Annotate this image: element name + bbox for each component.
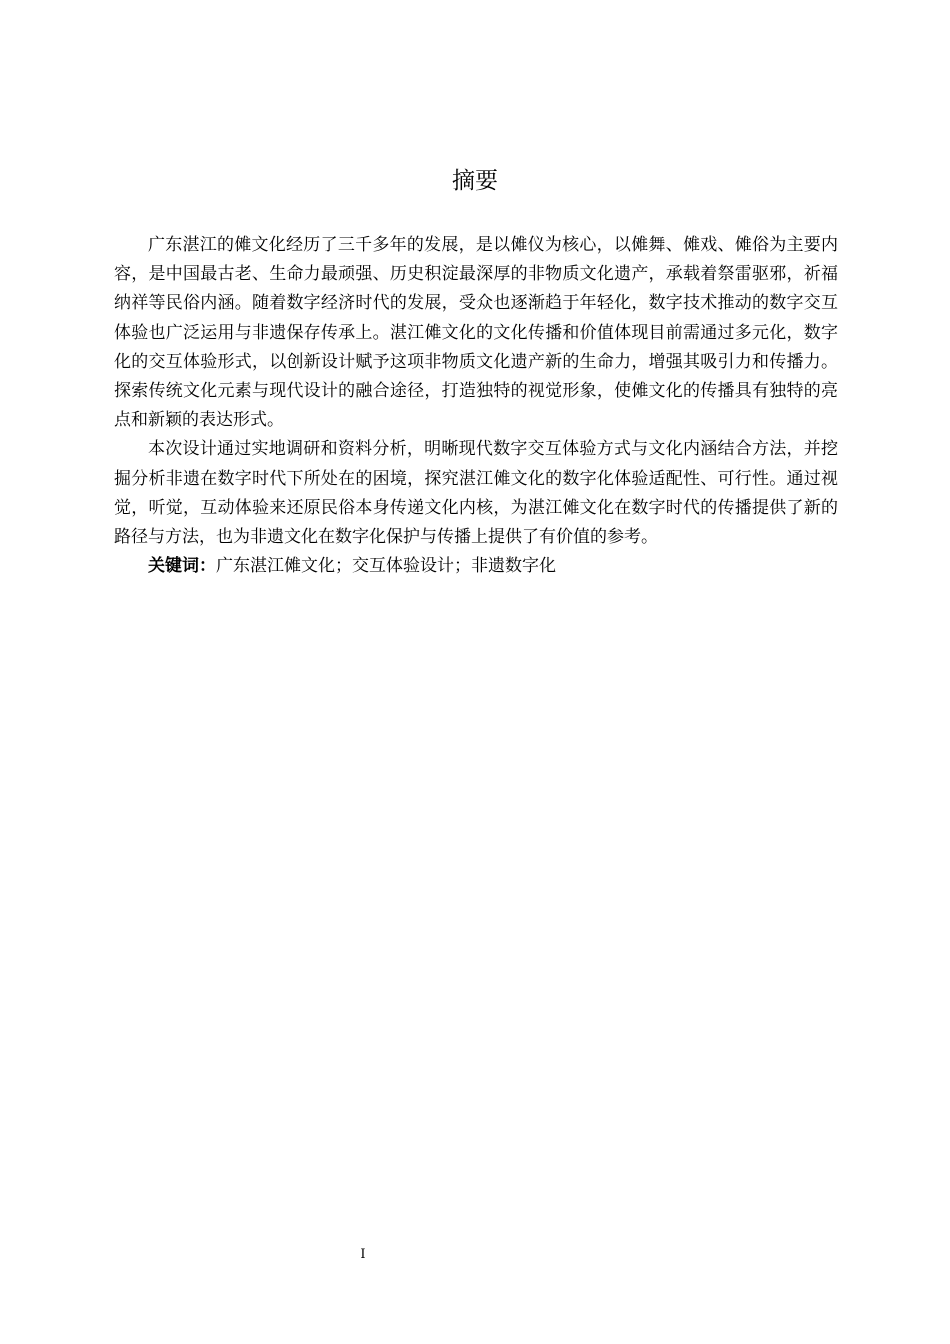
keywords-value: 广东湛江傩文化；交互体验设计；非遗数字化	[216, 556, 556, 577]
abstract-title: 摘要	[452, 168, 498, 194]
abstract-paragraph-2: 本次设计通过实地调研和资料分析，明晰现代数字交互体验方式与文化内涵结合方法，并挖掘分析非遗在数字时代下所处在的困境，探究湛江傩文化的数字化体验适配性、可行性。通过视觉，听觉，互动体验来还原民俗本身传递文化内核，为湛江傩文化在数字时代的传播提供了新的路径与方法，也为非遗文化在数字化保护与传播上提供了有价值的参考。	[114, 439, 838, 548]
abstract-body	[114, 231, 838, 581]
keywords-line	[114, 552, 838, 581]
page-number: I	[360, 1247, 366, 1262]
abstract-paragraph-1: 广东湛江的傩文化经历了三千多年的发展，是以傩仪为核心，以傩舞、傩戏、傩俗为主要内容，是中国最古老、生命力最顽强、历史积淀最深厚的非物质文化遗产，承载着祭雷驱邪，祈福纳祥等民俗内涵。随着数字经济时代的发展，受众也逐渐趋于年轻化，数字技术推动的数字交互体验也广泛运用与非遗保存传承上。湛江傩文化的文化传播和价值体现目前需通过多元化，数字化的交互体验形式，以创新设计赋予这项非物质文化遗产新的生命力，增强其吸引力和传播力。探索传统文化元素与现代设计的融合途径，打造独特的视觉形象，使傩文化的传播具有独特的亮点和新颖的表达形式。	[114, 235, 838, 431]
keywords-label: 关键词：	[148, 556, 216, 577]
